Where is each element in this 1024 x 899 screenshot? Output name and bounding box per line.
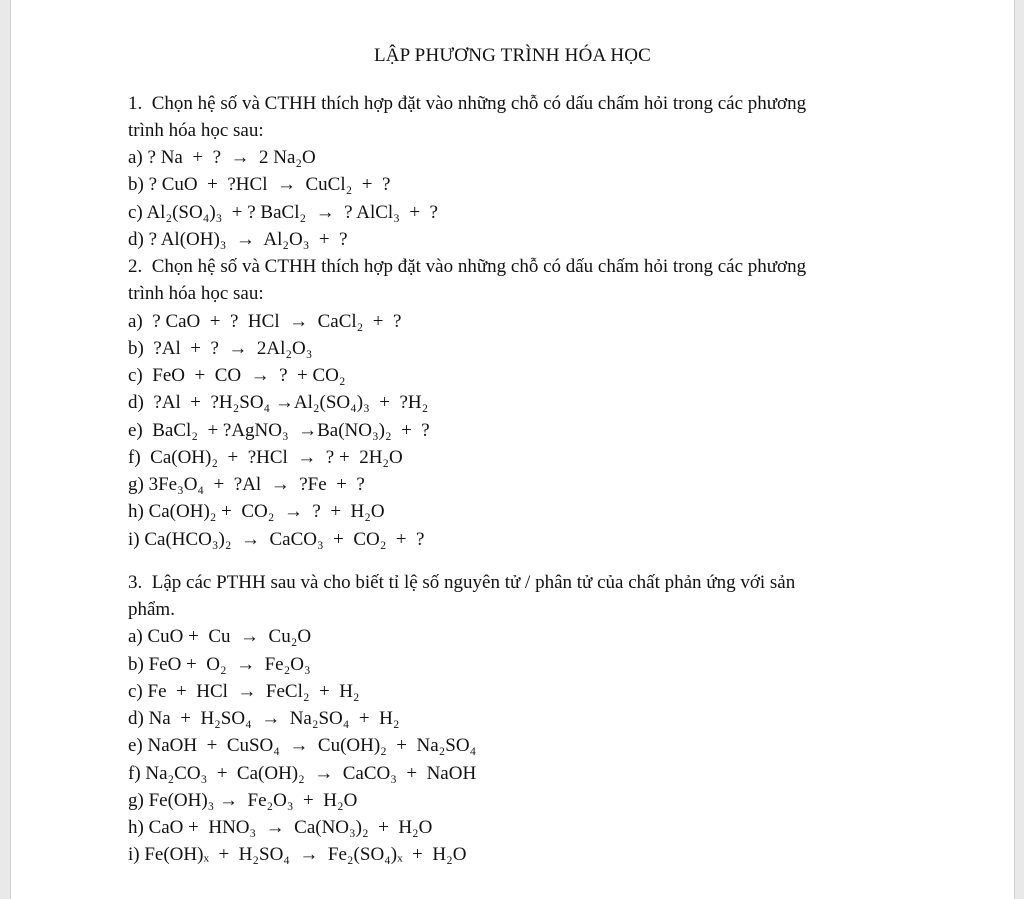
section-1-heading-line-2: trình hóa học sau:: [128, 120, 264, 141]
equation-2e: e) BaCl₂ + ?AgNO₃ →Ba(NO₃)₂ + ?: [128, 420, 430, 441]
page-title: LẬP PHƯƠNG TRÌNH HÓA HỌC: [373, 45, 652, 66]
equation-3i: i) Fe(OH)ₓ + H₂SO₄ → Fe₂(SO₄)ₓ + H₂O: [128, 844, 467, 865]
equation-1d: d) ? Al(OH)₃ → Al₂O₃ + ?: [128, 229, 348, 250]
equation-2b: b) ?Al + ? → 2Al₂O₃: [128, 338, 313, 359]
equation-1b: b) ? CuO + ?HCl → CuCl₂ + ?: [128, 174, 391, 195]
section-3-heading-line-1: 3. Lập các PTHH sau và cho biết tỉ lệ số nguyên tử / phân tử của chất phản ứng với sản: [128, 572, 796, 593]
equation-3e: e) NaOH + CuSO₄ → Cu(OH)₂ + Na₂SO₄: [128, 735, 477, 756]
equation-3b: b) FeO + O₂ → Fe₂O₃: [128, 654, 311, 675]
section-3-heading-line-2: phẩm.: [128, 599, 175, 620]
equation-2h: h) Ca(OH)₂ + CO₂ → ? + H₂O: [128, 501, 385, 522]
equation-3d: d) Na + H₂SO₄ → Na₂SO₄ + H₂: [128, 708, 400, 729]
document-page: [10, 0, 1015, 899]
equation-2f: f) Ca(OH)₂ + ?HCl → ? + 2H₂O: [128, 447, 403, 468]
equation-3h: h) CaO + HNO₃ → Ca(NO₃)₂ + H₂O: [128, 817, 433, 838]
equation-3a: a) CuO + Cu → Cu₂O: [128, 626, 312, 647]
equation-2a: a) ? CaO + ? HCl → CaCl₂ + ?: [128, 311, 402, 332]
equation-2g: g) 3Fe₃O₄ + ?Al → ?Fe + ?: [128, 474, 365, 495]
equation-2i: i) Ca(HCO₃)₂ → CaCO₃ + CO₂ + ?: [128, 529, 425, 550]
equation-3f: f) Na₂CO₃ + Ca(OH)₂ → CaCO₃ + NaOH: [128, 763, 477, 784]
equation-1c: c) Al₂(SO₄)₃ + ? BaCl₂ → ? AlCl₃ + ?: [128, 202, 438, 223]
equation-2d: d) ?Al + ?H₂SO₄ →Al₂(SO₄)₃ + ?H₂: [128, 392, 429, 413]
equation-3c: c) Fe + HCl → FeCl₂ + H₂: [128, 681, 360, 702]
section-2-heading-line-1: 2. Chọn hệ số và CTHH thích hợp đặt vào những chỗ có dấu chấm hỏi trong các phương: [128, 256, 807, 277]
section-2-heading-line-2: trình hóa học sau:: [128, 283, 264, 304]
equation-3g: g) Fe(OH)₃ → Fe₂O₃ + H₂O: [128, 790, 358, 811]
equation-2c: c) FeO + CO → ? + CO₂: [128, 365, 346, 386]
equation-1a: a) ? Na + ? → 2 Na₂O: [128, 147, 316, 168]
section-1-heading-line-1: 1. Chọn hệ số và CTHH thích hợp đặt vào những chỗ có dấu chấm hỏi trong các phương: [128, 93, 807, 114]
